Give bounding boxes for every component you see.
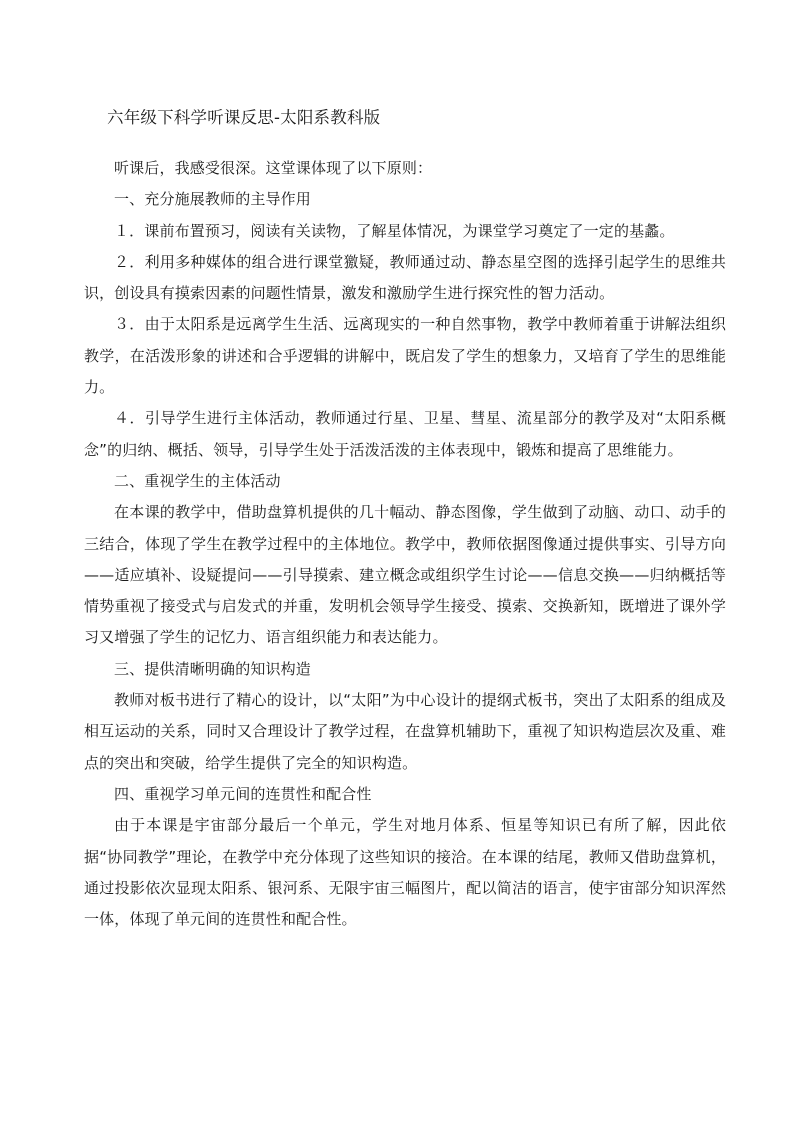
paragraph-3: 教师对板书进行了精心的设计，以“太阳”为中心设计的提纲式板书，突出了太阳系的组成及相互运动的关系，同时又合理设计了教学过程，在盘算机辅助下，重视了知识构造层次及重、难点的突出和突破，给学生提供了完全的知识构造。	[84, 691, 726, 772]
document-title: 六年级下科学听课反思-太阳系教科版	[107, 108, 381, 127]
section-heading-2: 二、重视学生的主体活动	[114, 471, 281, 490]
section-heading-1: 一、充分施展教师的主导作用	[114, 190, 311, 209]
paragraph-2: 在本课的教学中，借助盘算机提供的几十幅动、静态图像，学生做到了动脑、动口、动手的三结合，体现了学生在教学过程中的主体地位。教学中，教师依据图像通过提供事实、引导方向——适应填补、设疑提问——引导摸索、建立概念或组织学生讨论——信息交换——归纳概括等情势重视了接受式与启发式的并重，发明机会领导学生接受、摸索、交换新知，既增进了课外学习又增强了学生的记忆力、语言组织能力和表达能力。	[84, 503, 726, 647]
section-heading-4: 四、重视学习单元间的连贯性和配合性	[114, 784, 372, 803]
paragraph-1-4: ４．引导学生进行主体活动，教师通过行星、卫星、彗星、流星部分的教学及对“太阳系概念”的归纳、概括、领导，引导学生处于活泼活泼的主体表现中，锻炼和提高了思维能力。	[84, 409, 726, 459]
paragraph-1-2: ２．利用多种媒体的组合进行课堂獥疑，教师通过动、静态星空图的选择引起学生的思维共识，创设具有摸索因素的问题性情景，激发和激励学生进行探究性的智力活动。	[84, 252, 726, 303]
document-body	[84, 153, 726, 935]
paragraph-4: 由于本课是宇宙部分最后一个单元，学生对地月体系、恒星等知识已有所了解，因此依据“协同教学”理论，在教学中充分体现了这些知识的接洽。在本课的结尾，教师又借助盘算机，通过投影依次显现太阳系、银河系、无限宇宙三幅图片，配以简洁的语言，使宇宙部分知识浑然一体，体现了单元间的连贯性和配合性。	[84, 816, 726, 929]
paragraph-intro: 听课后，我感受很深。这堂课体现了以下原则：	[114, 159, 433, 177]
paragraph-1-3: ３．由于太阳系是远离学生生活、远离现实的一种自然事物，教学中教师着重于讲解法组织教学，在活泼形象的讲述和合乎逻辑的讲解中，既启发了学生的想象力，又培育了学生的思维能力。	[84, 315, 726, 397]
paragraph-1-1: １．课前布置预习，阅读有关读物，了解星体情况，为课堂学习奠定了一定的基蠡。	[114, 221, 675, 240]
section-heading-3: 三、提供清晰明确的知识构造	[114, 659, 311, 678]
